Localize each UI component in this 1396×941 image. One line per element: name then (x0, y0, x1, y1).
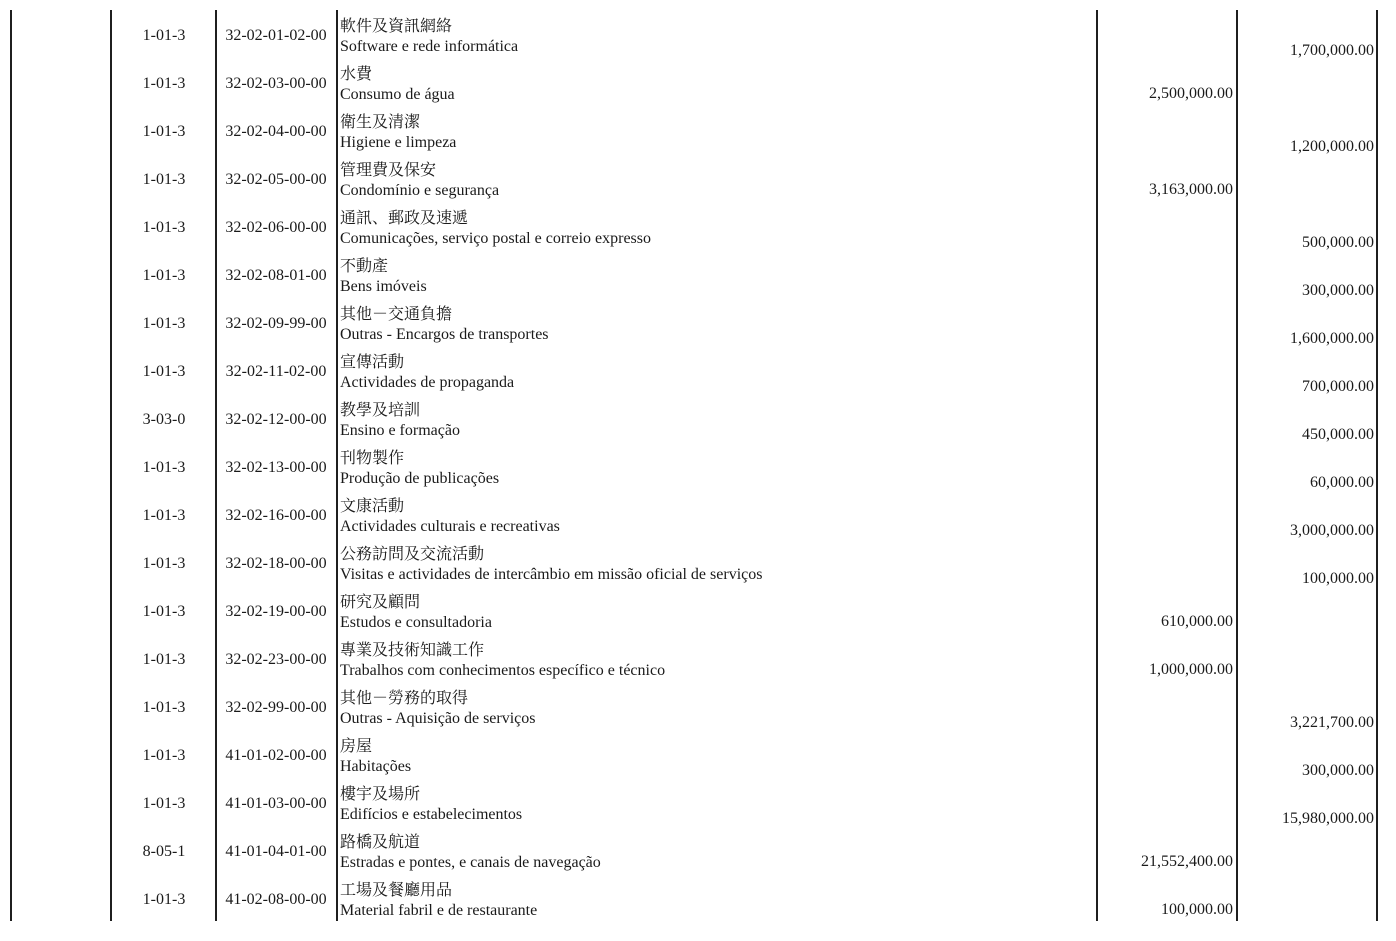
description (340, 880, 1090, 922)
description-portuguese: Actividades culturais e recreativas (340, 518, 560, 535)
economic-code: 32-02-99-00-00 (225, 699, 327, 716)
table-row (0, 734, 1396, 782)
economic-code: 32-02-03-00-00 (225, 75, 327, 92)
description-chinese: 專業及技術知識工作 (340, 640, 485, 659)
description (340, 160, 1090, 202)
amount: 610,000.00 (1161, 613, 1233, 630)
table-row (0, 350, 1396, 398)
description-portuguese: Condomínio e segurança (340, 182, 500, 199)
total-amount: 700,000.00 (1302, 378, 1374, 395)
description-chinese: 樓宇及場所 (340, 784, 421, 803)
description-chinese: 路橋及航道 (340, 832, 421, 851)
function-code: 1-01-3 (142, 27, 186, 44)
economic-code: 32-02-11-02-00 (225, 363, 327, 380)
description-chinese: 教學及培訓 (340, 400, 421, 419)
function-code: 1-01-3 (142, 555, 186, 572)
description-chinese: 其他－勞務的取得 (340, 688, 469, 707)
function-code: 1-01-3 (142, 315, 186, 332)
table-row (0, 782, 1396, 830)
table-row (0, 830, 1396, 878)
economic-code: 32-02-18-00-00 (225, 555, 327, 572)
table-row (0, 14, 1396, 62)
description-chinese: 宣傳活動 (340, 352, 405, 371)
total-amount: 1,200,000.00 (1290, 138, 1374, 155)
function-code: 1-01-3 (142, 891, 186, 908)
economic-code: 32-02-23-00-00 (225, 651, 327, 668)
description-portuguese: Trabalhos com conhecimentos específico e técnico (340, 662, 666, 679)
description-portuguese: Ensino e formação (340, 422, 460, 439)
description-chinese: 其他－交通負擔 (340, 304, 453, 323)
function-code: 1-01-3 (142, 219, 186, 236)
economic-code: 32-02-13-00-00 (225, 459, 327, 476)
economic-code: 41-01-04-01-00 (225, 843, 327, 860)
description-portuguese: Outras - Aquisição de serviços (340, 710, 536, 727)
description-chinese: 文康活動 (340, 496, 405, 515)
description-chinese: 工場及餐廳用品 (340, 880, 453, 899)
economic-code: 32-02-06-00-00 (225, 219, 327, 236)
description-portuguese: Actividades de propaganda (340, 374, 515, 391)
economic-code: 32-02-04-00-00 (225, 123, 327, 140)
function-code: 1-01-3 (142, 75, 186, 92)
table-row (0, 62, 1396, 110)
total-amount: 1,700,000.00 (1290, 42, 1374, 59)
table-row (0, 542, 1396, 590)
amount: 2,500,000.00 (1149, 85, 1233, 102)
amount: 3,163,000.00 (1149, 181, 1233, 198)
description (340, 496, 1090, 538)
description-portuguese: Higiene e limpeza (340, 134, 457, 151)
total-amount: 300,000.00 (1302, 282, 1374, 299)
description-portuguese: Habitações (340, 758, 412, 775)
description (340, 352, 1090, 394)
amount: 21,552,400.00 (1141, 853, 1233, 870)
description-chinese: 不動產 (340, 256, 389, 275)
total-amount: 1,600,000.00 (1290, 330, 1374, 347)
function-code: 1-01-3 (142, 651, 186, 668)
description (340, 688, 1090, 730)
description-portuguese: Edifícios e estabelecimentos (340, 806, 523, 823)
description-chinese: 研究及顧問 (340, 592, 421, 611)
description-portuguese: Estudos e consultadoria (340, 614, 492, 631)
table-row (0, 638, 1396, 686)
description-chinese: 通訊、郵政及速遞 (340, 208, 469, 227)
description (340, 448, 1090, 490)
total-amount: 450,000.00 (1302, 426, 1374, 443)
function-code: 1-01-3 (142, 699, 186, 716)
description (340, 400, 1090, 442)
economic-code: 32-02-12-00-00 (225, 411, 327, 428)
economic-code: 32-02-08-01-00 (225, 267, 327, 284)
function-code: 1-01-3 (142, 603, 186, 620)
description-portuguese: Estradas e pontes, e canais de navegação (340, 854, 601, 871)
description (340, 256, 1090, 298)
total-amount: 15,980,000.00 (1282, 810, 1374, 827)
table-row (0, 206, 1396, 254)
description-chinese: 房屋 (340, 736, 373, 755)
table-row (0, 686, 1396, 734)
description-portuguese: Bens imóveis (340, 278, 427, 295)
table-row (0, 254, 1396, 302)
description-chinese: 刊物製作 (340, 448, 405, 467)
total-amount: 300,000.00 (1302, 762, 1374, 779)
table-row (0, 302, 1396, 350)
description (340, 592, 1090, 634)
economic-code: 41-01-03-00-00 (225, 795, 327, 812)
table-row (0, 398, 1396, 446)
description-portuguese: Consumo de água (340, 86, 455, 103)
table-row (0, 590, 1396, 638)
total-amount: 500,000.00 (1302, 234, 1374, 251)
amount: 100,000.00 (1161, 901, 1233, 918)
economic-code: 32-02-09-99-00 (225, 315, 327, 332)
amount: 1,000,000.00 (1149, 661, 1233, 678)
economic-code: 32-02-01-02-00 (225, 27, 327, 44)
table-row (0, 494, 1396, 542)
function-code: 1-01-3 (142, 747, 186, 764)
description-chinese: 水費 (340, 64, 373, 83)
function-code: 1-01-3 (142, 363, 186, 380)
function-code: 1-01-3 (142, 507, 186, 524)
description (340, 112, 1090, 154)
description (340, 64, 1090, 106)
total-amount: 100,000.00 (1302, 570, 1374, 587)
function-code: 1-01-3 (142, 795, 186, 812)
description (340, 784, 1090, 826)
description-chinese: 衛生及清潔 (340, 112, 421, 131)
description-portuguese: Visitas e actividades de intercâmbio em missão oficial de serviços (340, 566, 763, 583)
function-code: 1-01-3 (142, 267, 186, 284)
table-row (0, 446, 1396, 494)
description-portuguese: Outras - Encargos de transportes (340, 326, 549, 343)
total-amount: 3,221,700.00 (1290, 714, 1374, 731)
description-portuguese: Comunicações, serviço postal e correio expresso (340, 230, 652, 247)
description (340, 304, 1090, 346)
table-row (0, 110, 1396, 158)
description (340, 208, 1090, 250)
function-code: 3-03-0 (142, 411, 186, 428)
description (340, 640, 1090, 682)
economic-code: 41-02-08-00-00 (225, 891, 327, 908)
description (340, 16, 1090, 58)
description-chinese: 公務訪問及交流活動 (340, 544, 485, 563)
function-code: 1-01-3 (142, 123, 186, 140)
function-code: 1-01-3 (142, 171, 186, 188)
description-portuguese: Material fabril e de restaurante (340, 902, 538, 919)
economic-code: 32-02-05-00-00 (225, 171, 327, 188)
total-amount: 3,000,000.00 (1290, 522, 1374, 539)
description (340, 832, 1090, 874)
economic-code: 32-02-19-00-00 (225, 603, 327, 620)
description (340, 736, 1090, 778)
description-chinese: 管理費及保安 (340, 160, 437, 179)
economic-code: 41-01-02-00-00 (225, 747, 327, 764)
total-amount: 60,000.00 (1310, 474, 1374, 491)
table-row (0, 878, 1396, 926)
description (340, 544, 1090, 586)
description-chinese: 軟件及資訊網絡 (340, 16, 453, 35)
table-row (0, 158, 1396, 206)
description-portuguese: Software e rede informática (340, 38, 519, 55)
function-code: 1-01-3 (142, 459, 186, 476)
economic-code: 32-02-16-00-00 (225, 507, 327, 524)
function-code: 8-05-1 (142, 843, 186, 860)
description-portuguese: Produção de publicações (340, 470, 500, 487)
